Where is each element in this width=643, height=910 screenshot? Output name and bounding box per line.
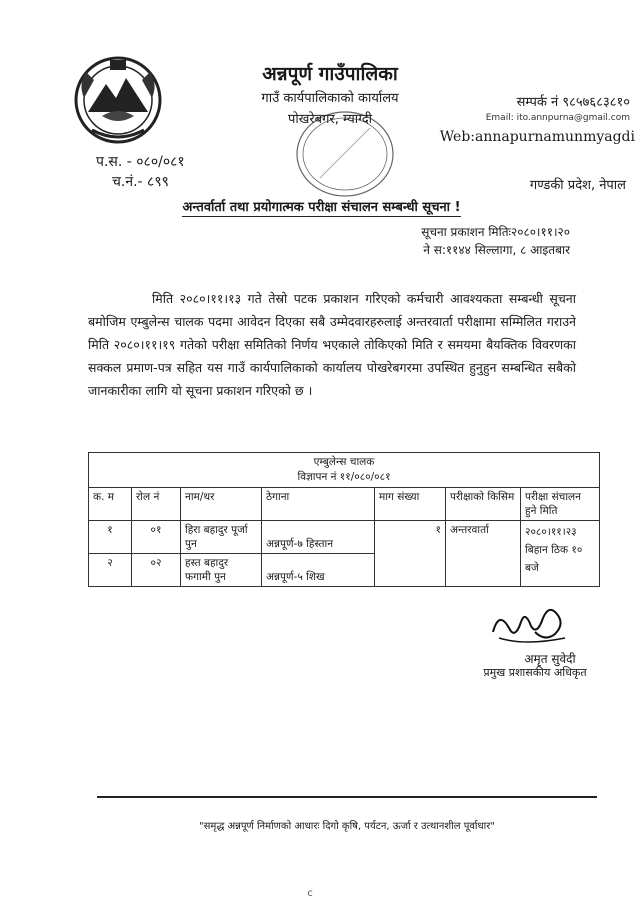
col-header-address: ठेगाना (262, 488, 375, 521)
signatory-name: अमृत सुवेदी (524, 652, 576, 666)
fiscal-year: प.स. - ०८०/०८१ (96, 154, 185, 170)
notice-subject-text: अन्तर्वार्ता तथा प्रयोगात्मक परीक्षा संचालन सम्बन्धी सूचना ! (182, 200, 461, 215)
cell-demand-count: १ (375, 521, 446, 587)
footer-divider (97, 796, 597, 798)
table-row (89, 521, 600, 554)
cell-sn: १ (89, 521, 132, 554)
notice-body: मिति २०८०।११।१३ गते तेस्रो पटक प्रकाशन गरिएको कर्मचारी आवश्यकता सम्बन्धी सूचना बमोजिम एम्बुलेन्स चालक पदमा आवेदन दिएका सबै उम्मेदवारहरुलाई अन्तरवार्ता परीक्षामा सम्मिलित गराउने मिति २०८०।११।१९ गतेको परीक्षा समितिको निर्णय भएकाले तोकिएको मिति र समयमा बैयक्तिक विवरणका सक्कल प्रमाण-पत्र सहित यस गाउँ कार्यपालिकाको कार्यालय पोखरेबगरमा उपस्थित हुनुहुन सम्बन्धित सबैको जानकारीका लागि यो सूचना प्रकाशन गरिएको छ । (88, 291, 576, 398)
col-header-sn: क. म (89, 488, 132, 521)
signature (485, 592, 575, 652)
page-number: c (307, 888, 313, 899)
notice-subject (30, 197, 613, 215)
cell-name: हस्त बहादुर फगामी पुन (181, 554, 262, 587)
office-subtitle: गाउँ कार्यपालिकाको कार्यालय (261, 91, 399, 106)
table-caption (89, 453, 600, 488)
col-header-name: नाम/थर (181, 488, 262, 521)
signatory-title: प्रमुख प्रशासकीय अधिकृत (483, 666, 587, 679)
publish-date: सूचना प्रकाशन मितिः२०८०।११।२० (421, 225, 570, 239)
cell-address: अन्नपूर्ण-५ शिख (262, 554, 375, 587)
col-header-demand: माग संख्या (375, 488, 446, 521)
office-address: पोखरेबगर, म्याग्दी (287, 112, 373, 127)
dispatch-number: च.नं.- ८९९ (112, 174, 169, 190)
col-header-exam-date: परीक्षा संचालन हुने मिति (521, 488, 600, 521)
cell-exam-datetime: २०८०।११।२३ बिहान ठिक १० बजे (521, 521, 600, 587)
cell-sn: २ (89, 554, 132, 587)
table-caption-post: एम्बुलेन्स चालक (313, 456, 375, 468)
table-caption-ad-no: विज्ञापन नं ११/०८०/०८१ (297, 471, 391, 483)
footer-slogan: "समृद्ध अन्नपूर्ण निर्माणको आधारः दिगो कृषि, पर्यटन, ऊर्जा र उत्थानशील पूर्वाधार" (199, 821, 495, 832)
cell-address: अन्नपूर्ण-७ हिस्तान (262, 521, 375, 554)
candidate-table (88, 452, 600, 587)
col-header-roll: रोल नं (132, 488, 181, 521)
cell-exam-type: अन्तरवार्ता (446, 521, 521, 587)
cell-roll: ०१ (132, 521, 181, 554)
table-header-row (89, 488, 600, 521)
cell-roll: ०२ (132, 554, 181, 587)
official-stamp (290, 108, 400, 200)
office-name: अन्नपूर्ण गाउँपालिका (262, 63, 398, 85)
email-address: Email: ito.annpurna@gmail.com (485, 113, 630, 123)
cell-name: हिरा बहादुर पूर्जा पुन (181, 521, 262, 554)
nepal-samvat-date: ने स:११४४ सिल्लागा, ८ आइतबार (423, 243, 570, 257)
website: Web:annapurnamunmyagdi (439, 129, 635, 145)
nepal-emblem-logo (72, 54, 164, 146)
contact-number: सम्पर्क नं ९८५७६८३८१० (516, 95, 630, 110)
province: गण्डकी प्रदेश, नेपाल (529, 178, 626, 193)
col-header-exam-type: परीक्षाको किसिम (446, 488, 521, 521)
